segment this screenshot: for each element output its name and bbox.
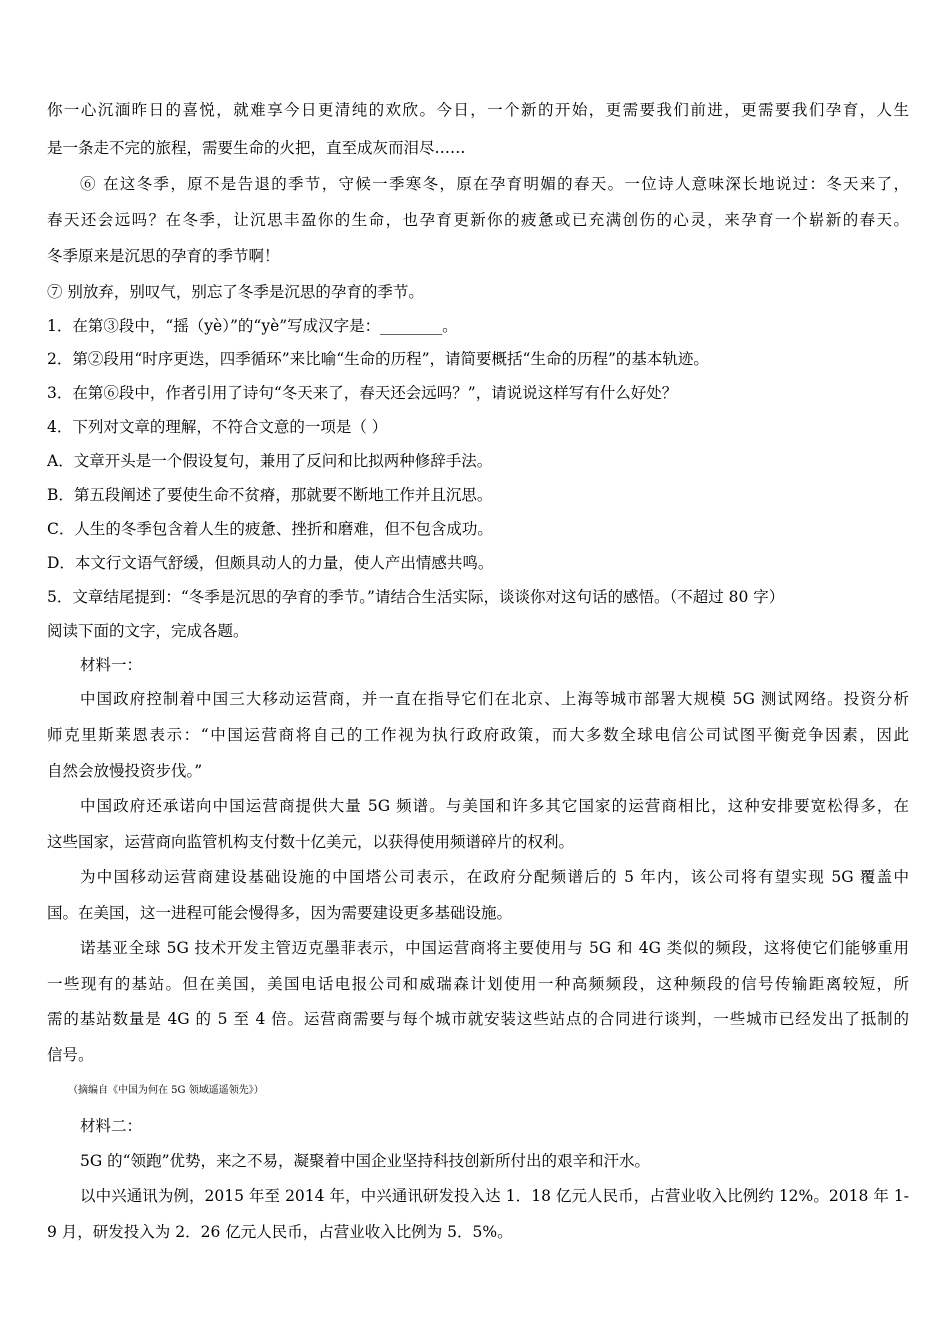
text-line: 以中兴通讯为例，2015 年至 2014 年，中兴通讯研发投入达 1．18 亿元人民币，占营业收入比例约 12%。2018 年 1- bbox=[80, 1187, 909, 1205]
material-heading: 材料一： bbox=[80, 656, 143, 674]
text-line: 需的基站数量是 4G 的 5 至 4 倍。运营商需要与每个城市就安装这些站点的合同进行谈判，一些城市已经发出了抵制的 bbox=[47, 1010, 909, 1028]
text-line: 这些国家，运营商向监管机构支付数十亿美元，以获得使用频谱碎片的权利。 bbox=[47, 833, 575, 851]
text-line: 国。在美国，这一进程可能会慢得多，因为需要建设更多基础设施。 bbox=[47, 904, 513, 922]
option-d: D．本文行文语气舒缓，但颇具动人的力量，使人产出情感共鸣。 bbox=[47, 554, 494, 572]
text-line: 自然会放慢投资步伐。” bbox=[47, 762, 203, 780]
text-line: 你一心沉湎昨日的喜悦，就难享今日更清纯的欢欣。今日，一个新的开始，更需要我们前进，更需要我们孕育，人生 bbox=[47, 101, 909, 119]
text-line: 中国政府控制着中国三大移动运营商，并一直在指导它们在北京、上海等城市部署大规模 5G 测试网络。投资分析 bbox=[80, 690, 909, 708]
text-line: 春天还会远吗？在冬季，让沉思丰盈你的生命，也孕育更新你的疲惫或已充满创伤的心灵，来孕育一个崭新的春天。 bbox=[47, 211, 909, 229]
text-line: 师克里斯莱恩表示：“中国运营商将自己的工作视为执行政府政策，而大多数全球电信公司试图平衡竞争因素，因此 bbox=[47, 726, 909, 744]
question-4: 4．下列对文章的理解，不符合文意的一项是（ ） bbox=[47, 418, 388, 436]
text-line: ⑦ 别放弃，别叹气，别忘了冬季是沉思的孕育的季节。 bbox=[47, 283, 424, 301]
material-heading: 材料二： bbox=[80, 1117, 143, 1135]
text-line: 诺基亚全球 5G 技术开发主管迈克墨菲表示，中国运营商将主要使用与 5G 和 4G 类似的频段，这将使它们能够重用 bbox=[80, 939, 909, 957]
text-line: 中国政府还承诺向中国运营商提供大量 5G 频谱。与美国和许多其它国家的运营商相比，这种安排要宽松得多，在 bbox=[80, 797, 909, 815]
text-line: 5G 的“领跑”优势，来之不易，凝聚着中国企业坚持科技创新所付出的艰辛和汗水。 bbox=[80, 1152, 651, 1170]
option-c: C．人生的冬季包含着人生的疲惫、挫折和磨难，但不包含成功。 bbox=[47, 520, 493, 538]
option-a: A．文章开头是一个假设复句，兼用了反问和比拟两种修辞手法。 bbox=[47, 452, 493, 470]
text-line: 是一条走不完的旅程，需要生命的火把，直至成灰而泪尽…… bbox=[47, 139, 466, 157]
text-line: 信号。 bbox=[47, 1046, 94, 1064]
question-5: 5．文章结尾提到：“冬季是沉思的孕育的季节。”请结合生活实际，谈谈你对这句话的感悟。（不超过 80 字） bbox=[47, 588, 785, 606]
text-line: 冬季原来是沉思的孕育的季节啊！ bbox=[47, 247, 280, 265]
question-3: 3．在第⑥段中，作者引用了诗句“冬天来了，春天还会远吗？”，请说说这样写有什么好处？ bbox=[47, 384, 678, 402]
section-instruction: 阅读下面的文字，完成各题。 bbox=[47, 622, 249, 640]
question-1: 1．在第③段中，“摇（yè）”的“yè”写成汉字是：________。 bbox=[47, 317, 458, 335]
text-line: 一些现有的基站。但在美国，美国电话电报公司和威瑞森计划使用一种高频频段，这种频段的信号传输距离较短，所 bbox=[47, 975, 909, 993]
text-line: ⑥ 在这冬季，原不是告退的季节，守候一季寒冬，原在孕育明媚的春天。一位诗人意味深长地说过：冬天来了， bbox=[80, 175, 909, 193]
option-b: B．第五段阐述了要使生命不贫瘠，那就要不断地工作并且沉思。 bbox=[47, 486, 493, 504]
question-2: 2．第②段用“时序更迭，四季循环”来比喻“生命的历程”，请简要概括“生命的历程”的基本轨迹。 bbox=[47, 350, 709, 368]
text-line: 为中国移动运营商建设基础设施的中国塔公司表示，在政府分配频谱后的 5 年内，该公司将有望实现 5G 覆盖中 bbox=[80, 868, 909, 886]
text-line: 9 月，研发投入为 2．26 亿元人民币，占营业收入比例为 5．5%。 bbox=[47, 1223, 513, 1241]
source-citation: （摘编自《中国为何在 5G 领域遥遥领先》） bbox=[68, 1085, 264, 1096]
